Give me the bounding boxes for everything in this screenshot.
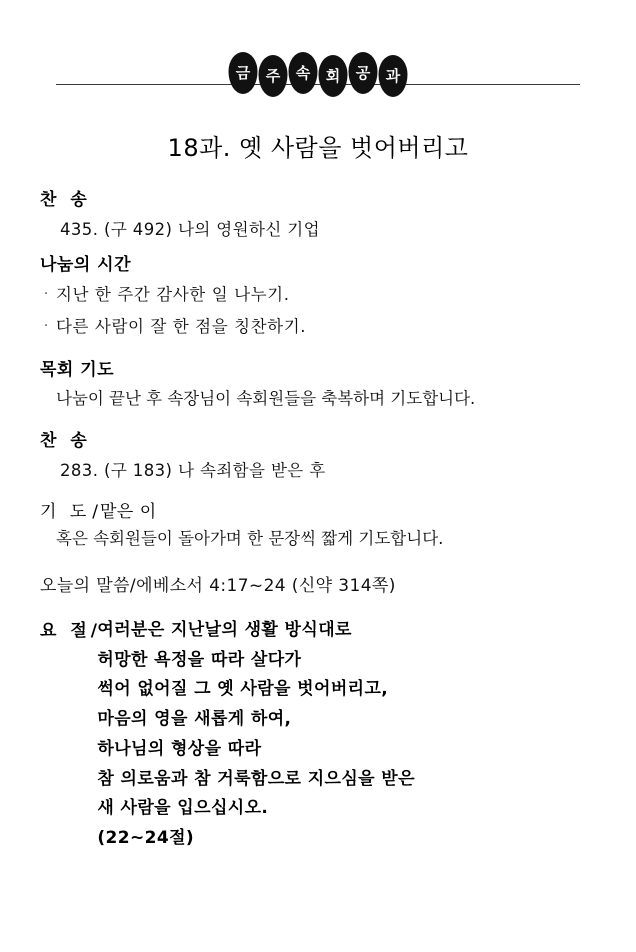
document-page [0, 52, 636, 952]
badge-char-2: 주 [259, 55, 288, 97]
sharing-bullet-2 [44, 313, 602, 341]
section-sharing-time [34, 250, 602, 341]
sharing-time-heading: 나눔의 시간 [40, 255, 132, 275]
key-verse-heading: 요 절 [40, 620, 91, 641]
key-verse-line-7: 새 사람을 입으십시오. [97, 798, 269, 819]
key-verse-separator: / [90, 620, 98, 641]
today-word-value: 에베소서 4:17~24 (신약 314쪽) [136, 575, 396, 596]
key-verse-reference: (22~24절) [97, 828, 195, 849]
badge-char-5: 공 [349, 52, 378, 94]
key-verse-line-2: 허망한 욕정을 따라 살다가 [97, 649, 302, 670]
pastoral-prayer-text: 나눔이 끝난 후 속장님이 속회원들을 축복하며 기도합니다. [56, 389, 476, 409]
badge-char-6: 과 [379, 55, 408, 97]
section-pastoral-prayer [34, 355, 602, 412]
key-verse-block [40, 616, 602, 854]
badge-char-3: 속 [289, 52, 318, 94]
key-verse-line-4: 마음의 영을 새롭게 하여, [97, 709, 292, 730]
section-prayer [34, 497, 602, 552]
bullet-dot-icon: · [44, 287, 49, 302]
hymn-second-heading: 찬 송 [40, 431, 91, 452]
hymn-first-text: 435. (구 492) 나의 영원하신 기업 [60, 220, 320, 239]
today-word-label: 오늘의 말씀 [40, 575, 130, 596]
badge-char-1: 금 [229, 52, 258, 94]
key-verse-line-5: 하나님의 형상을 따라 [97, 738, 262, 759]
prayer-separator: / [92, 502, 98, 523]
header-banner [34, 52, 602, 116]
weekly-cell-lesson-badge [229, 52, 408, 97]
key-verse-heading-row [40, 616, 97, 641]
today-word-separator: / [129, 575, 137, 596]
prayer-heading: 기 도 [40, 502, 91, 523]
prayer-assignee: 맡은 이 [99, 502, 157, 523]
key-verse-line-6: 참 의로움과 참 거룩함으로 지으심을 받은 [97, 768, 415, 789]
hymn-first-heading: 찬 송 [40, 190, 91, 210]
prayer-heading-row [40, 497, 602, 522]
hymn-second-text: 283. (구 183) 나 속죄함을 받은 후 [60, 461, 326, 481]
key-verse-lines [97, 616, 415, 854]
sharing-bullet-1-text: 지난 한 주간 감사한 일 나누기. [56, 285, 290, 304]
sharing-bullet-2-text: 다른 사람이 잘 한 점을 칭찬하기. [56, 317, 307, 337]
bullet-dot-icon: · [44, 319, 49, 335]
key-verse-line-3: 썩어 없어질 그 옛 사람을 벗어버리고, [97, 679, 389, 700]
pastoral-prayer-heading: 목회 기도 [40, 360, 115, 381]
prayer-text: 혹은 속회원들이 돌아가며 한 문장씩 짧게 기도합니다. [56, 529, 444, 549]
today-word-row [40, 571, 602, 596]
sharing-bullet-1 [44, 281, 602, 309]
key-verse-line-1: 여러분은 지난날의 생활 방식대로 [97, 619, 352, 640]
section-hymn-second [34, 426, 602, 481]
page-title: 18과. 옛 사람을 벗어버리고 [167, 134, 469, 162]
section-hymn-first [34, 185, 602, 240]
badge-char-4: 회 [319, 55, 348, 97]
